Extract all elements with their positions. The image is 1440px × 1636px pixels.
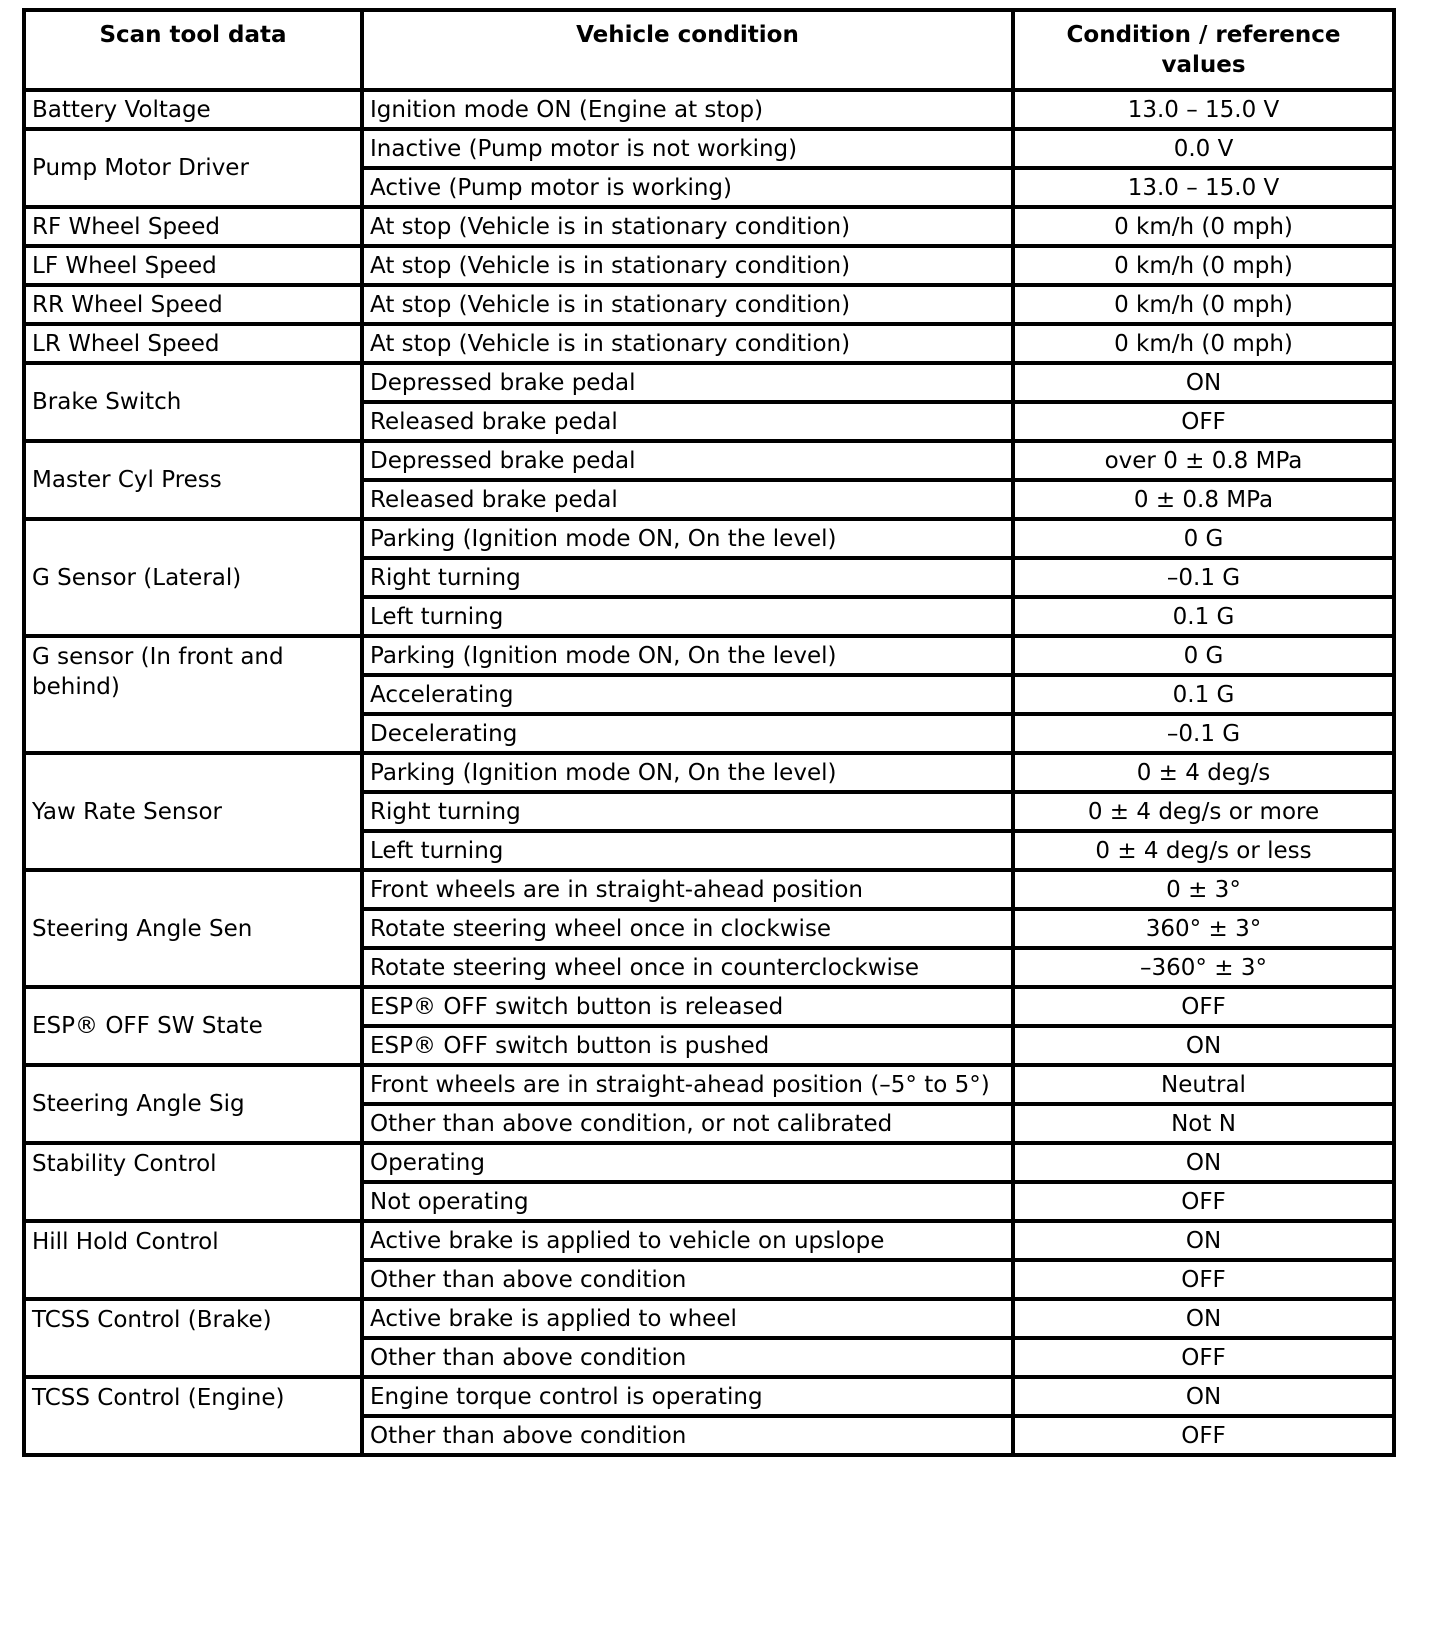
vehicle-condition-cell: Front wheels are in straight-ahead position: [362, 870, 1013, 909]
vehicle-condition-cell: Left turning: [362, 597, 1013, 636]
reference-value-cell: 0 km/h (0 mph): [1013, 246, 1394, 285]
reference-value-cell: 0 km/h (0 mph): [1013, 285, 1394, 324]
header-vehicle-condition: Vehicle condition: [362, 10, 1013, 90]
reference-value-cell: 13.0 – 15.0 V: [1013, 90, 1394, 129]
vehicle-condition-cell: Rotate steering wheel once in clockwise: [362, 909, 1013, 948]
table-row: [24, 519, 1394, 558]
reference-value-cell: ON: [1013, 1143, 1394, 1182]
scan-tool-item: Brake Switch: [24, 363, 362, 441]
reference-value-cell: 360° ± 3°: [1013, 909, 1394, 948]
vehicle-condition-cell: Right turning: [362, 558, 1013, 597]
reference-value-cell: –360° ± 3°: [1013, 948, 1394, 987]
reference-value-cell: Neutral: [1013, 1065, 1394, 1104]
scan-tool-item: Pump Motor Driver: [24, 129, 362, 207]
vehicle-condition-cell: ESP® OFF switch button is released: [362, 987, 1013, 1026]
reference-value-cell: OFF: [1013, 1182, 1394, 1221]
table-row: [24, 1377, 1394, 1416]
table-row: [24, 129, 1394, 168]
reference-value-cell: 0.1 G: [1013, 597, 1394, 636]
scan-tool-reference-table: [22, 8, 1396, 1457]
vehicle-condition-cell: Other than above condition, or not calibrated: [362, 1104, 1013, 1143]
reference-value-cell: 0.1 G: [1013, 675, 1394, 714]
vehicle-condition-cell: Operating: [362, 1143, 1013, 1182]
scan-tool-item: TCSS Control (Brake): [24, 1299, 362, 1377]
scan-tool-item: LF Wheel Speed: [24, 246, 362, 285]
scan-tool-item: Stability Control: [24, 1143, 362, 1221]
vehicle-condition-cell: Released brake pedal: [362, 402, 1013, 441]
scan-tool-item: Master Cyl Press: [24, 441, 362, 519]
scan-tool-item: G sensor (In front and behind): [24, 636, 362, 753]
reference-value-cell: 0 ± 4 deg/s or less: [1013, 831, 1394, 870]
reference-value-cell: OFF: [1013, 1338, 1394, 1377]
reference-value-cell: ON: [1013, 1026, 1394, 1065]
scan-tool-item: RR Wheel Speed: [24, 285, 362, 324]
vehicle-condition-cell: Left turning: [362, 831, 1013, 870]
vehicle-condition-cell: At stop (Vehicle is in stationary condition): [362, 324, 1013, 363]
vehicle-condition-cell: Depressed brake pedal: [362, 363, 1013, 402]
vehicle-condition-cell: Front wheels are in straight-ahead position (–5° to 5°): [362, 1065, 1013, 1104]
vehicle-condition-cell: Engine torque control is operating: [362, 1377, 1013, 1416]
vehicle-condition-cell: Not operating: [362, 1182, 1013, 1221]
vehicle-condition-cell: Depressed brake pedal: [362, 441, 1013, 480]
vehicle-condition-cell: Parking (Ignition mode ON, On the level): [362, 753, 1013, 792]
reference-value-cell: OFF: [1013, 1416, 1394, 1455]
table-row: [24, 1143, 1394, 1182]
scan-tool-item: RF Wheel Speed: [24, 207, 362, 246]
scan-tool-item: ESP® OFF SW State: [24, 987, 362, 1065]
scan-tool-item: TCSS Control (Engine): [24, 1377, 362, 1455]
vehicle-condition-cell: Decelerating: [362, 714, 1013, 753]
reference-value-cell: 13.0 – 15.0 V: [1013, 168, 1394, 207]
scan-tool-item: Yaw Rate Sensor: [24, 753, 362, 870]
table-row: [24, 285, 1394, 324]
reference-value-cell: OFF: [1013, 402, 1394, 441]
vehicle-condition-cell: Active brake is applied to wheel: [362, 1299, 1013, 1338]
table-row: [24, 987, 1394, 1026]
vehicle-condition-cell: Active brake is applied to vehicle on upslope: [362, 1221, 1013, 1260]
reference-value-cell: –0.1 G: [1013, 558, 1394, 597]
vehicle-condition-cell: Parking (Ignition mode ON, On the level): [362, 519, 1013, 558]
vehicle-condition-cell: Parking (Ignition mode ON, On the level): [362, 636, 1013, 675]
reference-value-cell: 0 km/h (0 mph): [1013, 207, 1394, 246]
reference-value-cell: 0 km/h (0 mph): [1013, 324, 1394, 363]
vehicle-condition-cell: ESP® OFF switch button is pushed: [362, 1026, 1013, 1065]
reference-value-cell: 0.0 V: [1013, 129, 1394, 168]
vehicle-condition-cell: Inactive (Pump motor is not working): [362, 129, 1013, 168]
scan-tool-item: LR Wheel Speed: [24, 324, 362, 363]
vehicle-condition-cell: Other than above condition: [362, 1260, 1013, 1299]
reference-value-cell: ON: [1013, 1377, 1394, 1416]
table-row: [24, 90, 1394, 129]
scan-tool-item: Battery Voltage: [24, 90, 362, 129]
reference-value-cell: ON: [1013, 363, 1394, 402]
reference-value-cell: 0 ± 0.8 MPa: [1013, 480, 1394, 519]
reference-value-cell: ON: [1013, 1221, 1394, 1260]
scan-tool-item: Steering Angle Sig: [24, 1065, 362, 1143]
table-row: [24, 207, 1394, 246]
vehicle-condition-cell: Right turning: [362, 792, 1013, 831]
reference-value-cell: 0 ± 3°: [1013, 870, 1394, 909]
reference-value-cell: OFF: [1013, 987, 1394, 1026]
reference-value-cell: 0 ± 4 deg/s or more: [1013, 792, 1394, 831]
reference-value-cell: –0.1 G: [1013, 714, 1394, 753]
header-reference-values: Condition / reference values: [1013, 10, 1394, 90]
vehicle-condition-cell: Other than above condition: [362, 1416, 1013, 1455]
scan-tool-item: Steering Angle Sen: [24, 870, 362, 987]
table-row: [24, 324, 1394, 363]
vehicle-condition-cell: Active (Pump motor is working): [362, 168, 1013, 207]
vehicle-condition-cell: Other than above condition: [362, 1338, 1013, 1377]
table-row: [24, 363, 1394, 402]
table-row: [24, 1065, 1394, 1104]
vehicle-condition-cell: At stop (Vehicle is in stationary condition): [362, 207, 1013, 246]
vehicle-condition-cell: Rotate steering wheel once in counterclockwise: [362, 948, 1013, 987]
reference-value-cell: 0 ± 4 deg/s: [1013, 753, 1394, 792]
reference-value-cell: 0 G: [1013, 519, 1394, 558]
reference-value-cell: over 0 ± 0.8 MPa: [1013, 441, 1394, 480]
reference-value-cell: 0 G: [1013, 636, 1394, 675]
table-row: [24, 870, 1394, 909]
table-row: [24, 753, 1394, 792]
reference-value-cell: ON: [1013, 1299, 1394, 1338]
scan-tool-item: Hill Hold Control: [24, 1221, 362, 1299]
header-scan-tool-data: Scan tool data: [24, 10, 362, 90]
table-row: [24, 441, 1394, 480]
scan-tool-item: G Sensor (Lateral): [24, 519, 362, 636]
table-row: [24, 1299, 1394, 1338]
table-row: [24, 636, 1394, 675]
vehicle-condition-cell: At stop (Vehicle is in stationary condition): [362, 285, 1013, 324]
vehicle-condition-cell: Released brake pedal: [362, 480, 1013, 519]
vehicle-condition-cell: At stop (Vehicle is in stationary condition): [362, 246, 1013, 285]
vehicle-condition-cell: Ignition mode ON (Engine at stop): [362, 90, 1013, 129]
table-row: [24, 1221, 1394, 1260]
reference-value-cell: OFF: [1013, 1260, 1394, 1299]
reference-value-cell: Not N: [1013, 1104, 1394, 1143]
vehicle-condition-cell: Accelerating: [362, 675, 1013, 714]
table-row: [24, 246, 1394, 285]
header-row: [24, 10, 1394, 90]
